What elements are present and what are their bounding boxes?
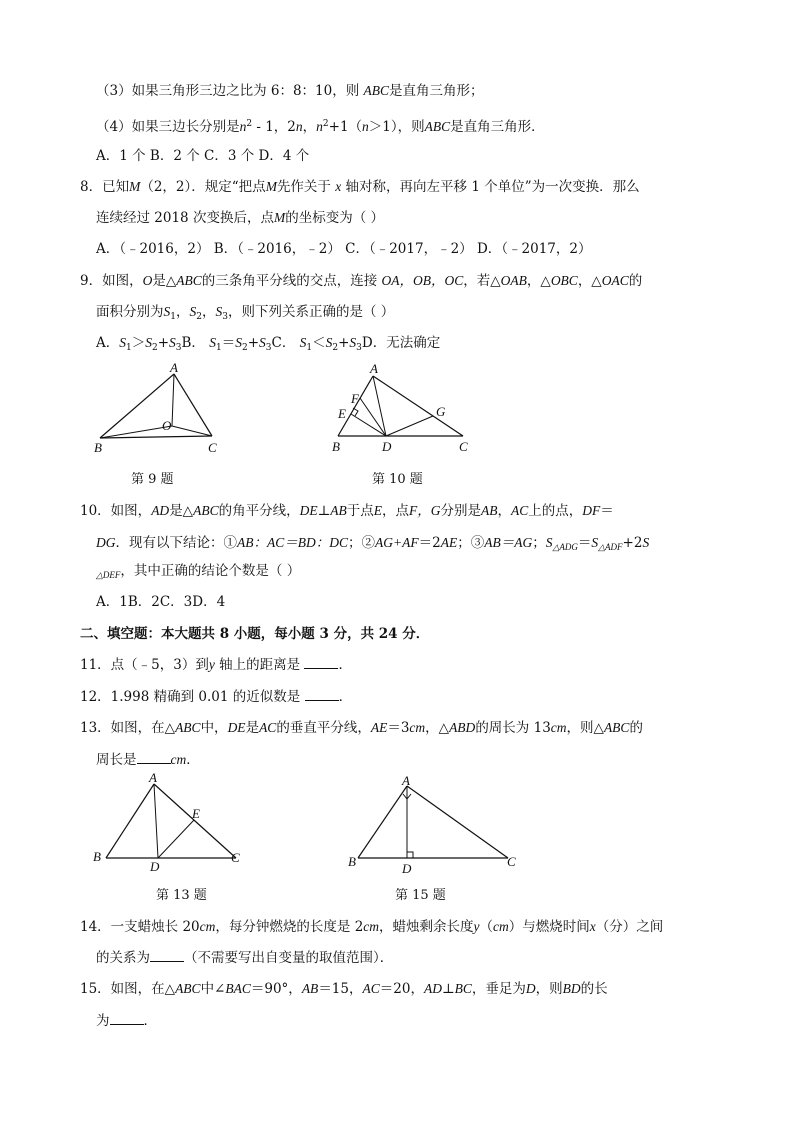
fig10-label-C: C [459,439,468,454]
q8-line1: 8．已知M（2，2）．规定“把点M先作关于 x 轴对称，再向左平移 1 个单位”为一次变换．那么 [80,179,640,195]
q7-item3: （3）如果三角形三边之比为 6：8：10，则 ABC是直角三角形； [96,83,484,99]
q7-item4: （4）如果三边长分别是$n^2 - 1$，2n，$n^2+1(n>1)$，则ABC是直角三角形． [96,119,545,135]
fig9-caption: 第 9 题 [131,472,174,487]
fig13-label-A: A [149,770,157,785]
fig13-caption: 第 13 题 [156,888,207,903]
fig10-label-G: G [436,404,446,419]
q9-line2: 面积分别为$S_1$，$S_2$，$S_3$，则下列关系正确的是（ ） [96,304,395,322]
q9-options: A．$S_1>S_2+S_3B$． $S_1=S_2+S_3C$． $S_1<S_2+S_3D$．无法确定 [96,335,441,353]
q8-options: A．（﹣2016，2） B．（﹣2016，﹣2） C．（﹣2017，﹣2） D．（﹣2017，2） [96,241,592,257]
q10-line3: $_{\triangle DEF}$，其中正确的结论个数是（ ） [96,563,301,580]
figure-13-triangle [88,770,248,875]
q13-line1: 13．如图，在△ABC中，DE是AC的垂直平分线，AE＝3cm，△ABD的周长为 13cm，则△ABC的 [80,720,643,736]
q8-line2: 连续经过 2018 次变换后，点M的坐标变为（ ） [96,210,384,226]
fig15-caption: 第 15 题 [395,888,446,903]
q15-blank [110,1012,144,1025]
fig13-label-C: C [231,850,240,865]
fig15-label-C: C [507,854,516,869]
q14-line2: 的关系为 （不需要写出自变量的取值范围）． [96,950,394,966]
fig15-label-D: D [402,861,412,876]
q13-line2: 周长是 cm． [96,752,200,768]
q10-line2: DG．现有以下结论：①AB：AC＝BD：DC；②AG+AF＝2AE；③AB＝AG；$S_{\triangle ADG}=S_{\triangle ADF}+2S$ [96,535,650,552]
fig15-label-A: A [402,773,410,788]
figure-10-triangle [325,360,475,460]
q14-line1: 14．一支蜡烛长 20cm，每分钟燃烧的长度是 2cm，蜡烛剩余长度y（cm）与燃烧时间x（分）之间 [80,919,664,935]
q11-blank [304,656,338,669]
fig10-label-D: D [382,439,392,454]
fig9-label-C: C [208,440,217,455]
fig10-label-A: A [370,361,378,376]
q15-line2: 为 ． [96,1013,157,1029]
q9-line1: 9．如图，O是△ABC的三条角平分线的交点，连接 OA，OB，OC，若△OAB，△OBC，△OAC的 [80,273,643,289]
fig10-caption: 第 10 题 [372,472,423,487]
fig9-label-A: A [170,360,178,375]
figure-9-triangle [88,360,228,460]
q12: 12．1.998 精确到 0.01 的近似数是 ． [80,689,353,705]
q10-line1: 10．如图，AD是△ABC的角平分线，DE⊥AB于点E，点F，G分别是AB，AC上的点，DF＝ [80,503,614,519]
q13-blank [137,751,171,764]
fig13-label-E: E [192,806,200,821]
fig13-label-B: B [93,849,101,864]
q14-blank [150,949,184,962]
fig13-label-D: D [150,859,160,874]
fig10-label-F: F [351,391,359,406]
q7-options: A．1 个 B．2 个 C．3 个 D．4 个 [96,148,310,164]
q12-blank [305,688,339,701]
figure-15-triangle [340,772,525,877]
section2-title: 二、填空题：本大题共 8 小题，每小题 3 分，共 24 分． [80,626,430,642]
q11: 11．点（﹣5，3）到y 轴上的距离是 ． [80,657,352,673]
fig9-label-O: O [162,418,172,433]
fig9-label-B: B [94,440,102,455]
q10-options: A．1B．2C．3D．4 [96,594,226,610]
fig10-label-B: B [332,439,340,454]
q15-line1: 15．如图，在△ABC中∠BAC＝90°，AB＝15，AC＝20，AD⊥BC，垂足为D，则BD的长 [80,981,608,997]
fig15-label-B: B [348,854,356,869]
fig10-label-E: E [338,406,346,421]
